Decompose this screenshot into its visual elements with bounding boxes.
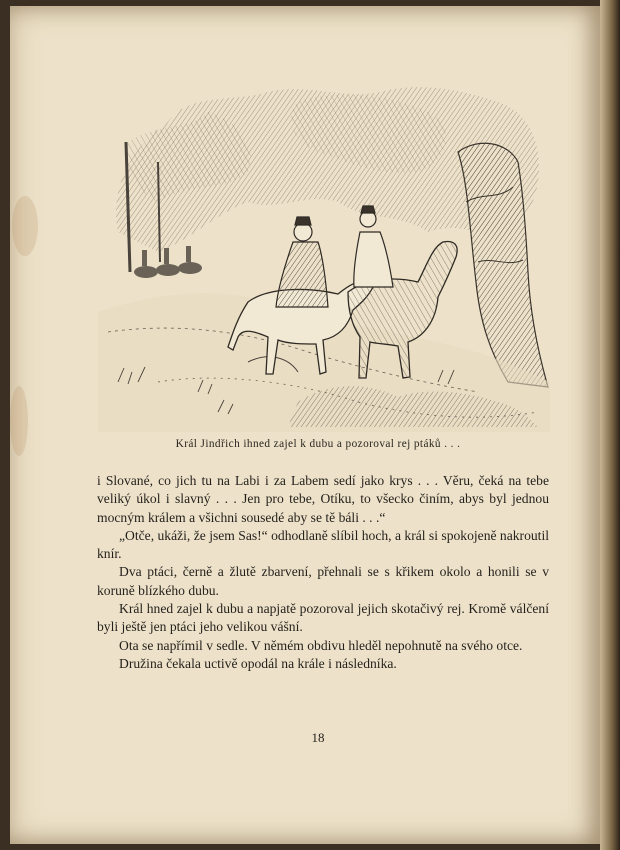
body-text: [97, 472, 549, 673]
paragraph: Družina čekala uctivě opodál na krále i následníka.: [119, 655, 397, 671]
page-number: 18: [311, 730, 325, 745]
paper-stain: [10, 386, 28, 456]
book-spine-edge: [600, 0, 620, 850]
illustration-caption: Král Jindřich ihned zajel k dubu a pozoroval rej ptáků . . .: [175, 438, 461, 450]
paragraph: i Slované, co jich tu na Labi i za Labem sedí jako krys . . . Věru, čeká na tebe veliký úkol i slavný . . . Jen pro tebe, Otíku, to všecko činím, abys byl jednou mocným králem a všichni sousedé aby se tě báli . . .“: [97, 473, 549, 525]
paper-stain: [12, 196, 38, 256]
paragraph: Ota se napřímil v sedle. V němém obdivu hleděl nepohnutě na svého otce.: [119, 637, 523, 653]
paragraph: Král hned zajel k dubu a napjatě pozoroval jejich skotačivý rej. Kromě válčení byli ještě jen ptáci jeho velikou vášní.: [97, 601, 549, 635]
forest-riders-illustration-icon: [98, 82, 550, 432]
book-page: [10, 6, 600, 844]
paragraph: „Otče, ukáži, že jsem Sas!“ odhodlaně slíbil hoch, a král si spokojeně nakroutil knír.: [97, 527, 549, 562]
paragraph: Dva ptáci, černě a žlutě zbarvení, přehnali se s křikem okolo a honili se v koruně blízkého dubu.: [97, 564, 549, 598]
